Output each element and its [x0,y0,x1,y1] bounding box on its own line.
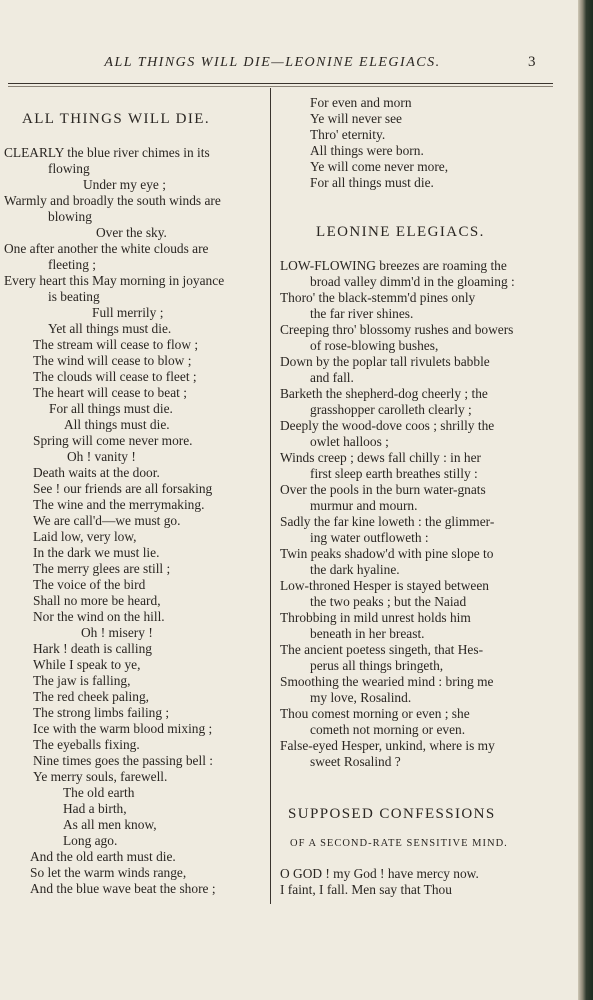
poem-line: Full merrily ; [92,305,164,320]
poem-line: In the dark we must lie. [33,545,160,560]
poem-line: Hark ! death is calling [33,641,152,656]
poem-line: Over the sky. [96,225,167,240]
poem-line: One after another the white clouds are [4,241,209,256]
poem-line: O GOD ! my God ! have mercy now. [280,866,479,881]
poem-line: ing water outfloweth : [310,530,429,545]
poem-line: Low-throned Hesper is stayed between [280,578,489,593]
poem-line: The voice of the bird [33,577,146,592]
poem-line: broad valley dimm'd in the gloaming : [310,274,515,289]
poem-line: All things were born. [310,143,424,158]
poem-line: I faint, I fall. Men say that Thou [280,882,452,897]
poem-line: sweet Rosalind ? [310,754,401,769]
running-head: ALL THINGS WILL DIE—LEONINE ELEGIACS. [104,55,441,70]
poem-line: Over the pools in the burn water-gnats [280,482,486,497]
poem-line: of rose-blowing bushes, [310,338,439,353]
poem-line: And the blue wave beat the shore ; [30,881,216,896]
poem-line: For all things must die. [49,401,173,416]
poem-line: The wind will cease to blow ; [33,353,192,368]
poem-line: The jaw is falling, [33,673,131,688]
page-number: 3 [528,54,536,70]
poem-line: The merry glees are still ; [33,561,171,576]
poem-line: is beating [48,289,100,304]
poem-line: And the old earth must die. [30,849,176,864]
poem-line: Ye will never see [310,111,402,126]
poem-line: Oh ! vanity ! [67,449,136,464]
header-rule [8,83,553,84]
poem-line: Nine times goes the passing bell : [33,753,214,768]
poem-line: The red cheek paling, [33,689,149,704]
poem-line: We are call'd—we must go. [33,513,181,528]
poem-line: Winds creep ; dews fall chilly : in her [280,450,482,465]
poem-line: owlet halloos ; [310,434,389,449]
poem-line: The eyeballs fixing. [33,737,140,752]
poem-line: the far river shines. [310,306,414,321]
poem-line: flowing [48,161,90,176]
poem-line: the two peaks ; but the Naiad [310,594,467,609]
poem-line: Every heart this May morning in joyance [4,273,225,288]
poem-line: Long ago. [63,833,118,848]
poem-line: Sadly the far kine loweth : the glimmer- [280,514,495,529]
poem-line: The heart will cease to beat ; [33,385,187,400]
poem-line: Under my eye ; [83,177,166,192]
poem-line: For even and morn [310,95,412,110]
poem-line: Twin peaks shadow'd with pine slope to [280,546,494,561]
poem-line: murmur and mourn. [310,498,418,513]
poem-line: Thou comest morning or even ; she [280,706,470,721]
poem-line: The strong limbs failing ; [33,705,170,720]
poem-line: Death waits at the door. [33,465,160,480]
poem-line: my love, Rosalind. [310,690,412,705]
poem-line: Down by the poplar tall rivulets babble [280,354,490,369]
poem-line: Smoothing the wearied mind : bring me [280,674,494,689]
poem-line: Creeping thro' blossomy rushes and bowers [280,322,514,337]
poem-line: For all things must die. [310,175,434,190]
poem-line: the dark hyaline. [310,562,400,577]
poem-line: Throbbing in mild unrest holds him [280,610,471,625]
poem-title-supposed-confessions: SUPPOSED CONFESSIONS [288,806,496,822]
poem-line: beneath in her breast. [310,626,425,641]
poem-line: The wine and the merrymaking. [33,497,205,512]
poem-line: The stream will cease to flow ; [33,337,199,352]
poem-line: Thro' eternity. [310,127,386,142]
poem-line: first sleep earth breathes stilly : [310,466,478,481]
poem-title-leonine-elegiacs: LEONINE ELEGIACS. [316,224,485,240]
poem-line: blowing [48,209,92,224]
poem-subtitle: OF A SECOND-RATE SENSITIVE MIND. [290,838,508,849]
poem-line: and fall. [310,370,354,385]
poem-line: Spring will come never more. [33,433,193,448]
poem-line: Ye merry souls, farewell. [33,769,168,784]
book-edge [578,0,593,1000]
poem-line: LOW-FLOWING breezes are roaming the [280,258,507,273]
poem-title-all-things-will-die: ALL THINGS WILL DIE. [22,111,210,127]
poem-line: perus all things bringeth, [310,658,444,673]
poem-line: Barketh the shepherd-dog cheerly ; the [280,386,488,401]
poem-line: Ye will come never more, [310,159,449,174]
poem-line: Shall no more be heard, [33,593,161,608]
poem-line: cometh not morning or even. [310,722,466,737]
poem-line: All things must die. [64,417,170,432]
poem-line: Nor the wind on the hill. [33,609,165,624]
poem-line: Oh ! misery ! [81,625,153,640]
poem-line: Warmly and broadly the south winds are [4,193,221,208]
poem-line: The old earth [63,785,135,800]
poem-line: See ! our friends are all forsaking [33,481,213,496]
poem-line: Yet all things must die. [48,321,172,336]
poem-line: So let the warm winds range, [30,865,187,880]
poem-line: grasshopper carolleth clearly ; [310,402,472,417]
poem-line: Ice with the warm blood mixing ; [33,721,213,736]
poem-line: While I speak to ye, [33,657,141,672]
poem-line: Deeply the wood-dove coos ; shrilly the [280,418,495,433]
poem-line: CLEARLY the blue river chimes in its [4,145,210,160]
column-divider [270,88,271,904]
poem-line: Had a birth, [63,801,127,816]
poem-line: Laid low, very low, [33,529,137,544]
poem-line: The clouds will cease to fleet ; [33,369,197,384]
poem-line: False-eyed Hesper, unkind, where is my [280,738,495,753]
poem-line: The ancient poetess singeth, that Hes- [280,642,484,657]
poem-line: As all men know, [63,817,157,832]
header-rule-thin [8,86,553,87]
poem-line: fleeting ; [48,257,96,272]
poem-line: Thoro' the black-stemm'd pines only [280,290,476,305]
